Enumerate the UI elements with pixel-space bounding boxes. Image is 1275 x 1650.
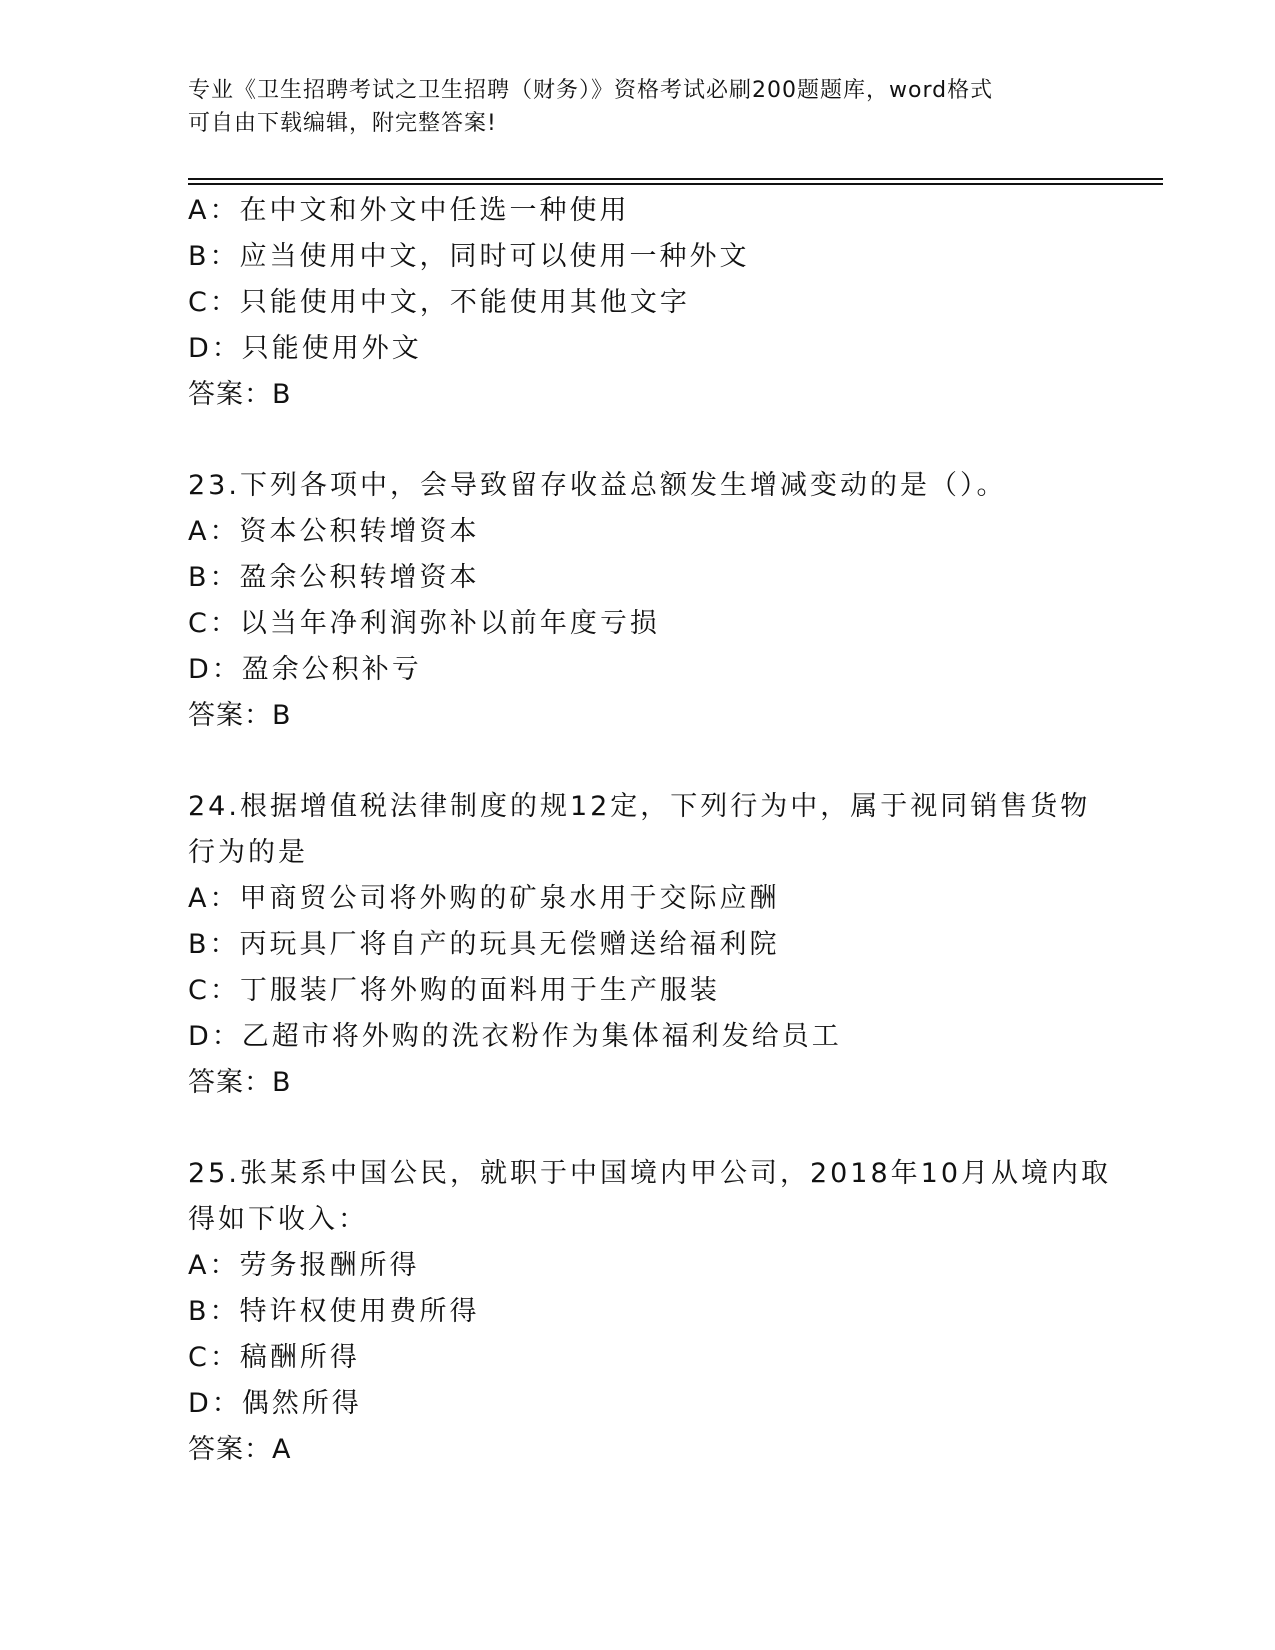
spacer — [188, 1106, 1188, 1151]
answer: 答案：B — [188, 1067, 292, 1098]
option-a: A：甲商贸公司将外购的矿泉水用于交际应酬 — [188, 883, 780, 914]
option-d: D：偶然所得 — [188, 1388, 362, 1419]
option-b: B：盈余公积转增资本 — [188, 562, 480, 593]
option-b: B：特许权使用费所得 — [188, 1296, 480, 1327]
question-text-line-1: 24.根据增值税法律制度的规12定，下列行为中，属于视同销售货物 — [188, 791, 1091, 822]
option-a: A：在中文和外文中任选一种使用 — [188, 195, 630, 226]
question-text-line-2: 行为的是 — [188, 837, 308, 868]
question-25 — [188, 1151, 1188, 1473]
option-d: D：只能使用外文 — [188, 333, 422, 364]
option-b: B：应当使用中文，同时可以使用一种外文 — [188, 241, 750, 272]
answer: 答案：B — [188, 700, 292, 731]
question-22 — [188, 188, 1188, 418]
spacer — [188, 739, 1188, 784]
answer: 答案：B — [188, 379, 292, 410]
question-23 — [188, 463, 1188, 739]
document-header — [188, 74, 1088, 140]
option-c: C：丁服装厂将外购的面料用于生产服装 — [188, 975, 720, 1006]
option-d: D：乙超市将外购的洗衣粉作为集体福利发给员工 — [188, 1021, 842, 1052]
header-divider-bottom — [188, 183, 1163, 185]
option-c: C：以当年净利润弥补以前年度亏损 — [188, 608, 660, 639]
question-text-line-1: 25.张某系中国公民，就职于中国境内甲公司，2018年10月从境内取 — [188, 1158, 1112, 1189]
option-c: C：稿酬所得 — [188, 1342, 360, 1373]
question-text-line-2: 得如下收入： — [188, 1204, 368, 1235]
header-line-2: 可自由下载编辑，附完整答案! — [188, 111, 497, 136]
header-divider-top — [188, 178, 1163, 180]
question-24 — [188, 784, 1188, 1106]
option-b: B：丙玩具厂将自产的玩具无偿赠送给福利院 — [188, 929, 780, 960]
option-a: A：资本公积转增资本 — [188, 516, 480, 547]
answer: 答案：A — [188, 1434, 292, 1465]
option-d: D：盈余公积补亏 — [188, 654, 422, 685]
spacer — [188, 418, 1188, 463]
header-line-1: 专业《卫生招聘考试之卫生招聘（财务）》资格考试必刷200题题库，word格式 — [188, 78, 994, 103]
question-text: 23.下列各项中，会导致留存收益总额发生增减变动的是（）。 — [188, 470, 1007, 501]
option-c: C：只能使用中文，不能使用其他文字 — [188, 287, 690, 318]
question-list — [188, 188, 1188, 1473]
option-a: A：劳务报酬所得 — [188, 1250, 420, 1281]
